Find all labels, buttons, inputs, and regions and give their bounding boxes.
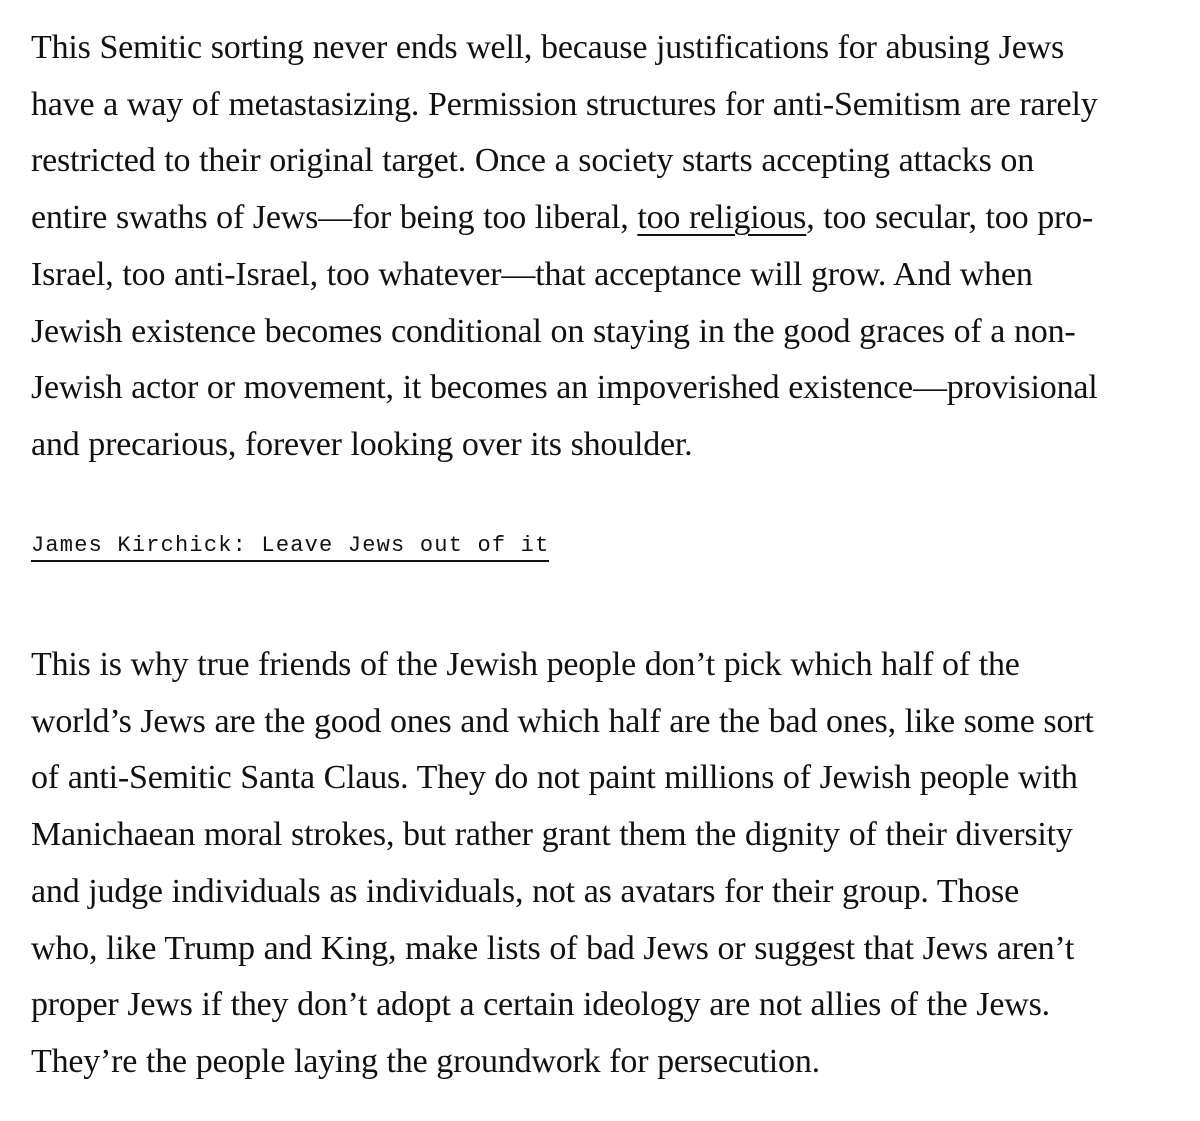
text-line: of anti-Semitic Santa Claus. They do not paint millions of Jewish people with [31, 759, 1078, 797]
related-article-link[interactable]: James Kirchick: Leave Jews out of it [31, 533, 549, 562]
text-segment: entire swaths of Jews—for being too liberal, [31, 199, 638, 237]
text-segment: , too secular, too pro- [806, 199, 1094, 237]
text-line: This is why true friends of the Jewish people don’t pick which half of the [31, 646, 1020, 683]
text-line: who, like Trump and King, make lists of bad Jews or suggest that Jews aren’t [31, 929, 1075, 967]
text-line: They’re the people laying the groundwork for persecution. [31, 1042, 820, 1080]
text-line: Manichaean moral strokes, but rather grant them the dignity of their diversity [31, 816, 1073, 854]
text-line: Jewish existence becomes conditional on staying in the good graces of a non- [31, 312, 1076, 350]
inline-link-too-religious[interactable]: too religious [637, 199, 807, 237]
text-line: world’s Jews are the good ones and which half are the bad ones, like some sort [31, 702, 1094, 740]
text-line: have a way of metastasizing. Permission structures for anti-Semitism are rarely [31, 85, 1098, 123]
article-body-continued [31, 637, 1181, 1091]
text-line: and precarious, forever looking over its shoulder. [31, 425, 693, 463]
text-line [31, 190, 1181, 247]
paragraph-2 [31, 637, 1181, 1091]
text-line: proper Jews if they don’t adopt a certain ideology are not allies of the Jews. [31, 986, 1050, 1024]
text-line: This Semitic sorting never ends well, because justifications for abusing Jews [31, 29, 1064, 66]
text-line: and judge individuals as individuals, not as avatars for their group. Those [31, 872, 1019, 910]
text-line: Israel, too anti-Israel, too whatever—that acceptance will grow. And when [31, 255, 1033, 293]
text-line: Jewish actor or movement, it becomes an impoverished existence—provisional [31, 369, 1098, 407]
paragraph-1 [31, 20, 1181, 474]
text-line: restricted to their original target. Once a society starts accepting attacks on [31, 142, 1035, 180]
article-body [31, 20, 1181, 474]
related-article [31, 533, 549, 562]
